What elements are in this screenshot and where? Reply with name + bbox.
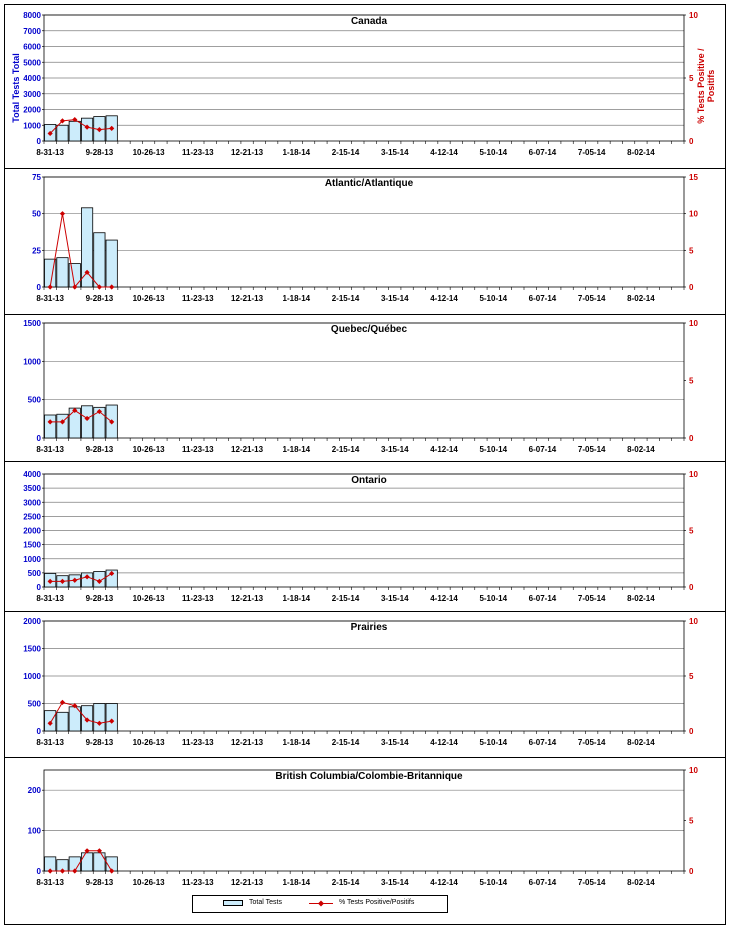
y-tick-label: 1000 — [23, 357, 41, 367]
plot-area — [44, 177, 684, 287]
x-tick-label: 3-15-14 — [380, 878, 409, 887]
x-tick-label: 4-12-14 — [430, 445, 458, 454]
x-tick-label: 8-31-13 — [36, 148, 64, 157]
y-tick-label: 2000 — [23, 526, 41, 536]
chart-panel-4 — [4, 612, 726, 748]
y-tick-label: 0 — [36, 583, 41, 592]
x-tick-label: 8-02-14 — [627, 738, 655, 747]
x-tick-label: 6-07-14 — [528, 594, 557, 603]
chart-panel-3 — [4, 462, 726, 604]
y-tick-label: 8000 — [23, 11, 41, 20]
y-tick-label: 1000 — [23, 672, 41, 681]
x-tick-label: 9-28-13 — [85, 738, 114, 747]
x-tick-label: 1-18-14 — [282, 294, 311, 303]
y2-tick-label: 10 — [689, 766, 698, 775]
x-tick-label: 5-10-14 — [479, 294, 508, 303]
plot-area — [44, 323, 684, 438]
series-point — [60, 700, 65, 705]
y-tick-label: 100 — [27, 826, 41, 836]
y-tick-label: 1500 — [23, 540, 41, 550]
bar — [106, 704, 117, 732]
x-tick-label: 8-02-14 — [627, 878, 655, 887]
x-tick-label: 10-26-13 — [132, 148, 165, 157]
x-tick-label: 10-26-13 — [132, 294, 165, 303]
chart-title: Prairies — [350, 622, 388, 633]
bar — [69, 264, 80, 287]
y-tick-label: 2000 — [23, 617, 41, 626]
y-tick-label: 1500 — [23, 644, 41, 654]
plot-area — [44, 770, 684, 871]
x-tick-label: 7-05-14 — [577, 878, 606, 887]
y2-tick-label: 10 — [689, 617, 698, 626]
x-tick-label: 3-15-14 — [380, 148, 409, 157]
x-tick-label: 2-15-14 — [331, 878, 360, 887]
y2-tick-label: 0 — [689, 727, 694, 736]
legend — [192, 895, 448, 913]
x-tick-label: 7-05-14 — [577, 738, 606, 747]
chart-panel-2 — [4, 315, 726, 455]
chart-title: Atlantic/Atlantique — [324, 178, 414, 189]
y-tick-label: 2000 — [23, 105, 41, 115]
x-tick-label: 4-12-14 — [430, 294, 458, 303]
y2-tick-label: 10 — [689, 319, 698, 328]
x-tick-label: 11-23-13 — [182, 738, 214, 747]
y-tick-label: 50 — [32, 209, 41, 219]
x-tick-label: 5-10-14 — [479, 878, 508, 887]
x-tick-label: 8-02-14 — [627, 148, 655, 157]
x-tick-label: 5-10-14 — [479, 738, 508, 747]
bar — [94, 853, 105, 871]
y-tick-label: 0 — [36, 434, 41, 443]
bar — [69, 121, 80, 141]
legend-line-swatch — [309, 899, 333, 908]
y-tick-label: 0 — [36, 727, 41, 736]
x-tick-label: 6-07-14 — [528, 738, 557, 747]
y2-tick-label: 5 — [689, 816, 694, 826]
x-tick-label: 2-15-14 — [331, 148, 360, 157]
x-tick-label: 7-05-14 — [577, 594, 606, 603]
x-tick-label: 5-10-14 — [479, 148, 508, 157]
y2-tick-label: 5 — [689, 246, 694, 256]
x-tick-label: 6-07-14 — [528, 445, 557, 454]
x-tick-label: 1-18-14 — [282, 594, 311, 603]
y-tick-label: 6000 — [23, 42, 41, 52]
y-tick-label: 500 — [27, 568, 41, 578]
y-tick-label: 200 — [27, 786, 41, 796]
x-tick-label: 8-31-13 — [36, 445, 64, 454]
y2-tick-label: 0 — [689, 867, 694, 876]
x-tick-label: 12-21-13 — [231, 148, 264, 157]
y-tick-label: 5000 — [23, 58, 41, 68]
y2-tick-label: 5 — [689, 376, 694, 386]
x-tick-label: 12-21-13 — [231, 738, 264, 747]
y2-tick-label: 5 — [689, 672, 694, 681]
x-tick-label: 1-18-14 — [282, 445, 311, 454]
bar — [57, 712, 68, 731]
bar — [45, 415, 56, 438]
y-tick-label: 0 — [36, 867, 41, 876]
y2-tick-label: 5 — [689, 74, 694, 83]
x-tick-label: 10-26-13 — [132, 594, 165, 603]
x-tick-label: 5-10-14 — [479, 445, 508, 454]
y2-tick-label: 10 — [689, 470, 698, 479]
x-tick-label: 8-02-14 — [627, 594, 655, 603]
outer-frame — [5, 5, 726, 925]
bar — [81, 406, 92, 438]
y-tick-label: 500 — [27, 395, 41, 405]
y-tick-label: 1000 — [23, 554, 41, 564]
x-tick-label: 6-07-14 — [528, 294, 557, 303]
bar — [81, 208, 92, 287]
x-tick-label: 4-12-14 — [430, 148, 458, 157]
series-point — [60, 211, 65, 216]
x-tick-label: 8-02-14 — [627, 445, 655, 454]
bar — [57, 258, 68, 287]
x-tick-label: 11-23-13 — [182, 594, 214, 603]
y-tick-label: 25 — [32, 246, 41, 256]
y-tick-label: 4000 — [23, 74, 41, 83]
y-tick-label: 3000 — [23, 89, 41, 99]
y-tick-label: 500 — [27, 699, 41, 709]
x-tick-label: 1-18-14 — [282, 878, 311, 887]
x-tick-label: 9-28-13 — [85, 594, 114, 603]
x-tick-label: 8-31-13 — [36, 738, 64, 747]
x-tick-label: 11-23-13 — [182, 148, 214, 157]
y2-tick-label: 0 — [689, 137, 694, 146]
x-tick-label: 6-07-14 — [528, 878, 557, 887]
x-tick-label: 3-15-14 — [380, 445, 409, 454]
bar — [106, 240, 117, 287]
y2-axis-label: % Tests Positive /Positifs — [696, 48, 716, 124]
bar — [94, 704, 105, 732]
y2-tick-label: 10 — [689, 11, 698, 20]
y2-tick-label: 15 — [689, 173, 698, 182]
legend-line-label: % Tests Positive/Positifs — [339, 899, 415, 906]
y-tick-label: 4000 — [23, 470, 41, 479]
legend-bar-label: Total Tests — [249, 899, 282, 906]
x-tick-label: 7-05-14 — [577, 445, 606, 454]
x-tick-label: 2-15-14 — [331, 738, 360, 747]
y-tick-label: 1000 — [23, 121, 41, 131]
x-tick-label: 2-15-14 — [331, 294, 360, 303]
x-tick-label: 11-23-13 — [182, 445, 214, 454]
y-tick-label: 2500 — [23, 512, 41, 522]
x-tick-label: 4-12-14 — [430, 878, 458, 887]
x-tick-label: 4-12-14 — [430, 594, 458, 603]
x-tick-label: 2-15-14 — [331, 594, 360, 603]
x-tick-label: 12-21-13 — [231, 878, 264, 887]
x-tick-label: 8-02-14 — [627, 294, 655, 303]
y2-tick-label: 0 — [689, 283, 694, 292]
x-tick-label: 9-28-13 — [85, 445, 114, 454]
bar — [94, 233, 105, 287]
chart-title: British Columbia/Colombie-Britannique — [275, 771, 463, 782]
y2-tick-label: 5 — [689, 526, 694, 536]
y-tick-label: 3000 — [23, 498, 41, 508]
x-tick-label: 7-05-14 — [577, 294, 606, 303]
chart-panel-5 — [4, 758, 726, 888]
y-tick-label: 75 — [32, 173, 41, 182]
x-tick-label: 3-15-14 — [380, 294, 409, 303]
y2-tick-label: 10 — [689, 209, 698, 219]
x-tick-label: 3-15-14 — [380, 738, 409, 747]
bar — [57, 125, 68, 141]
x-tick-label: 1-18-14 — [282, 738, 311, 747]
x-tick-label: 5-10-14 — [479, 594, 508, 603]
y2-tick-label: 0 — [689, 583, 694, 592]
y2-tick-label: 0 — [689, 434, 694, 443]
bar — [81, 853, 92, 871]
x-tick-label: 9-28-13 — [85, 148, 114, 157]
chart-panel-0 — [11, 11, 716, 157]
x-tick-label: 8-31-13 — [36, 878, 64, 887]
x-tick-label: 3-15-14 — [380, 594, 409, 603]
x-tick-label: 12-21-13 — [231, 294, 264, 303]
chart-title: Canada — [350, 16, 388, 27]
x-tick-label: 10-26-13 — [132, 738, 165, 747]
legend-bar-swatch — [223, 900, 243, 906]
x-tick-label: 11-23-13 — [182, 294, 214, 303]
x-tick-label: 11-23-13 — [182, 878, 214, 887]
x-tick-label: 8-31-13 — [36, 294, 64, 303]
y-axis-label: Total Tests Total — [11, 53, 21, 123]
x-tick-label: 10-26-13 — [132, 445, 165, 454]
x-tick-label: 7-05-14 — [577, 148, 606, 157]
x-tick-label: 12-21-13 — [231, 594, 264, 603]
chart-title: Ontario — [351, 475, 387, 486]
chart-title: Quebec/Québec — [330, 324, 408, 335]
x-tick-label: 8-31-13 — [36, 594, 64, 603]
x-tick-label: 9-28-13 — [85, 294, 114, 303]
x-tick-label: 12-21-13 — [231, 445, 264, 454]
x-tick-label: 4-12-14 — [430, 738, 458, 747]
x-tick-label: 10-26-13 — [132, 878, 165, 887]
x-tick-label: 9-28-13 — [85, 878, 114, 887]
y-tick-label: 0 — [36, 137, 41, 146]
x-tick-label: 2-15-14 — [331, 445, 360, 454]
x-tick-label: 1-18-14 — [282, 148, 311, 157]
y-tick-label: 0 — [36, 283, 41, 292]
y-tick-label: 7000 — [23, 26, 41, 36]
y-tick-label: 3500 — [23, 484, 41, 494]
y-tick-label: 1500 — [23, 319, 41, 328]
chart-panel-1 — [4, 169, 726, 304]
x-tick-label: 6-07-14 — [528, 148, 557, 157]
